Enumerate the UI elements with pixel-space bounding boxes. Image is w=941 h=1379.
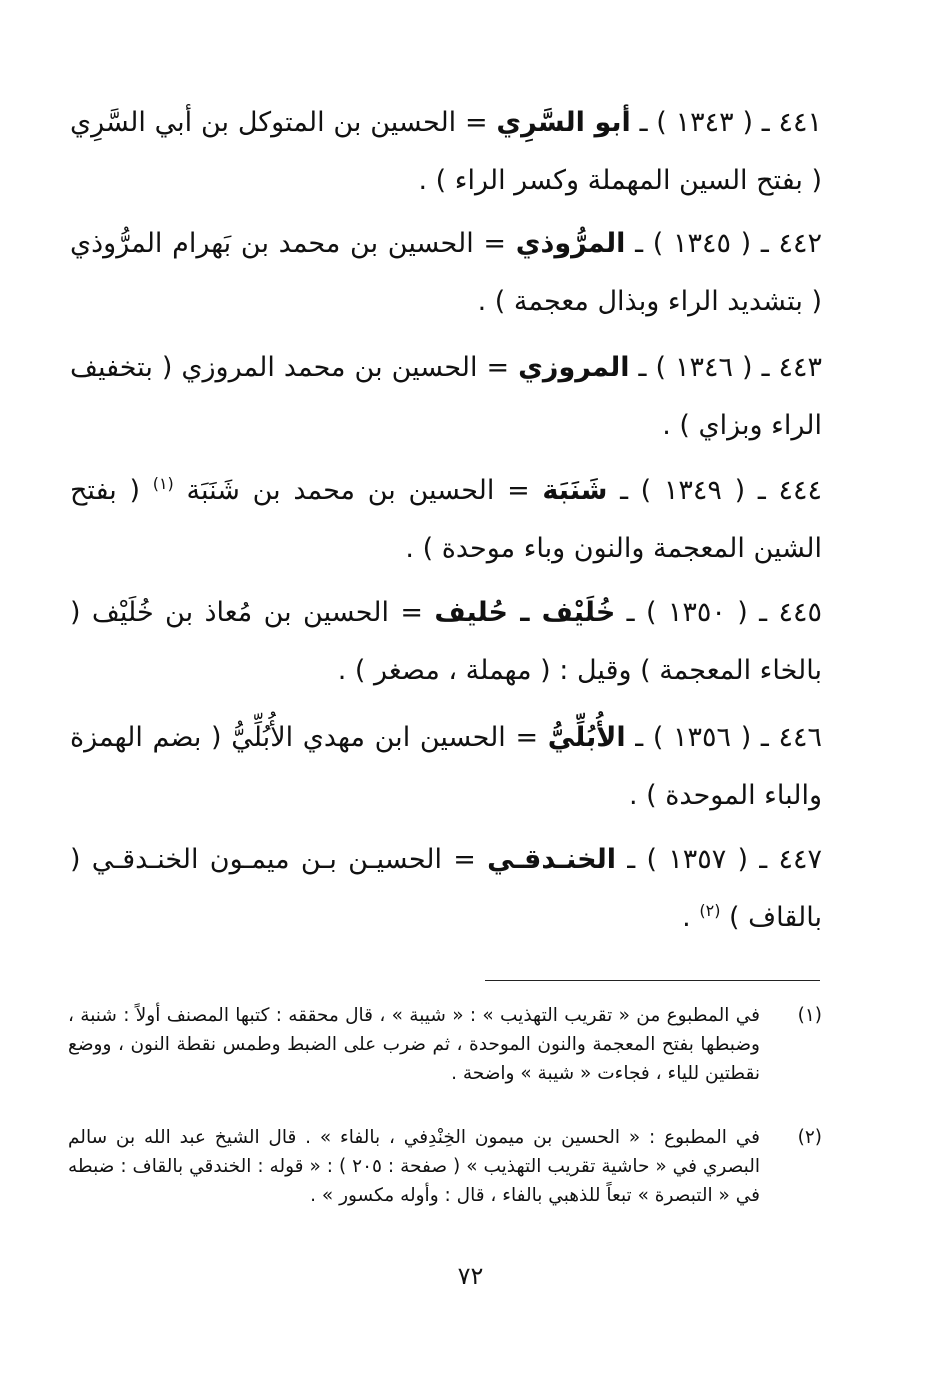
footnote-text: في المطبوع من « تقريب التهذيب » : « شيبة » ، قال محققه : كتبها المصنف أولاً : شنبة ، وضبطها بفتح المعجمة والنون الموحدة ، ثم ضرب على الضبط وطمس نقطة النون ، ووضع نقطتين للياء ، فجاءت « شيبة » واضحة . — [68, 1005, 760, 1084]
entry-number: ٤٤٥ — [778, 597, 822, 628]
entry-name: المروزي — [518, 352, 630, 383]
entry-ref: ١٣٥٦ — [673, 722, 732, 753]
entry-number: ٤٤٤ — [778, 475, 822, 506]
entry-446: ٤٤٦ ـ ( ١٣٥٦ ) ـ الأُبُلِّيُّ = الحسين ابن مهدي الأُبُلِّيُّ ( بضم الهمزة والباء الموحدة ) . — [70, 722, 823, 811]
entry-ref: ١٣٤٣ — [675, 107, 734, 138]
entry-text: الحسين بن مُعاذ بن خُلَيْف ( بالخاء المعجمة ) وقيل : ( مهملة ، مصغر ) . — [70, 597, 822, 686]
entry-number: ٤٤٢ — [778, 228, 823, 259]
entry-text: الحسين بن المتوكل بن أبي السَّرِي ( بفتح السين المهملة وكسر الراء ) . — [70, 107, 822, 196]
entry-text: الحسين بن محمد المروزي ( بتخفيف الراء وبزاي ) . — [70, 352, 822, 441]
entry-text-continued: . — [682, 902, 691, 933]
entry-name: الخنـدقـي — [487, 844, 617, 875]
entry-445: ٤٤٥ ـ ( ١٣٥٠ ) ـ خُلَيْف ـ حُليف = الحسين بن مُعاذ بن خُلَيْف ( بالخاء المعجمة ) وقيل : ( مهملة ، مصغر ) . — [70, 597, 822, 686]
entry-441: ٤٤١ ـ ( ١٣٤٣ ) ـ أبو السَّرِي = الحسين بن المتوكل بن أبي السَّرِي ( بفتح السين المهملة وكسر الراء ) . — [70, 107, 822, 196]
entry-number: ٤٤٧ — [778, 844, 822, 875]
page-number: ٧٢ — [457, 1262, 484, 1290]
entry-name: الأُبُلِّيُّ — [547, 722, 626, 753]
footnote-number: (١) — [797, 1005, 822, 1026]
entry-text: الحسيـن بـن ميمـون الخنـدقـي ( بالقاف ) — [70, 844, 822, 933]
footnote-marker[interactable]: (١) — [152, 474, 174, 493]
footnote-number: (٢) — [797, 1127, 822, 1148]
entry-text: الحسين بن محمد بن شَنَبَة — [186, 475, 495, 506]
entry-name: خُلَيْف ـ حُليف — [434, 597, 616, 628]
entry-number: ٤٤٦ — [778, 722, 823, 753]
footnote-divider — [485, 980, 820, 981]
entry-name: أبو السَّرِي — [496, 107, 631, 138]
entry-443: ٤٤٣ ـ ( ١٣٤٦ ) ـ المروزي = الحسين بن محمد المروزي ( بتخفيف الراء وبزاي ) . — [70, 352, 823, 441]
entry-447: ٤٤٧ ـ ( ١٣٥٧ ) ـ الخنـدقـي = الحسيـن بـن ميمـون الخنـدقـي ( بالقاف ) $^{(٢)}$ . — [70, 844, 822, 933]
entry-ref: ١٣٥٠ — [667, 597, 726, 628]
footnote-text: في المطبوع : « الحسين بن ميمون الخِنْدِفي ، بالفاء » . قال الشيخ عبد الله بن سالم البصري في « حاشية تقريب التهذيب » ( صفحة : ٢٠٥ ) : « قوله : الخندقي بالقاف : ضبطه في « التبصرة » تبعاً للذهبي بالفاء ، قال : وأوله مكسور » . — [68, 1127, 760, 1206]
entry-444: ٤٤٤ ـ ( ١٣٤٩ ) ـ شَنَبَة = الحسين بن محمد بن شَنَبَة $^{(١)}$ ( بفتح الشين المعجمة والنون وباء موحدة ) . — [70, 474, 822, 564]
entry-ref: ١٣٥٧ — [668, 844, 727, 875]
entry-text: الحسين بن محمد بن بَهرام المرُّوذي ( بتشديد الراء وبذال معجمة ) . — [70, 228, 822, 317]
entry-ref: ١٣٤٩ — [663, 475, 722, 506]
entry-number: ٤٤١ — [778, 107, 822, 138]
entry-number: ٤٤٣ — [778, 352, 823, 383]
footnote-1 — [68, 1001, 822, 1088]
entry-name: المرُّوذي — [515, 228, 626, 259]
entry-442: ٤٤٢ ـ ( ١٣٤٥ ) ـ المرُّوذي = الحسين بن محمد بن بَهرام المرُّوذي ( بتشديد الراء وبذال معجمة ) . — [70, 228, 823, 317]
entry-text-continued: ( بفتح الشين المعجمة والنون وباء موحدة ) . — [70, 475, 822, 564]
footnote-marker[interactable]: (٢) — [699, 901, 721, 920]
footnote-2 — [68, 1123, 822, 1210]
entry-name: شَنَبَة — [542, 475, 608, 506]
entry-text: الحسين ابن مهدي الأُبُلِّيُّ ( بضم الهمزة والباء الموحدة ) . — [70, 722, 822, 811]
entry-ref: ١٣٤٦ — [675, 352, 734, 383]
entry-ref: ١٣٤٥ — [672, 228, 731, 259]
